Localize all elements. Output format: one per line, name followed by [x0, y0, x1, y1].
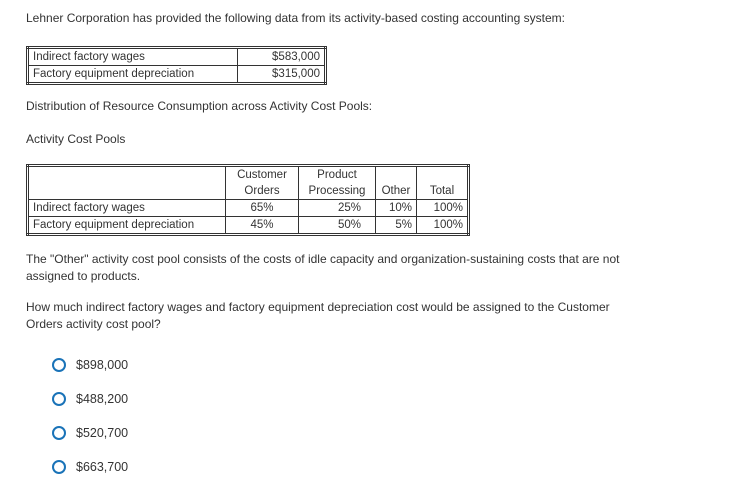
- table-row: [28, 217, 469, 235]
- row-label: Indirect factory wages: [28, 200, 226, 217]
- answer-option-3[interactable]: [52, 423, 128, 443]
- header-line: Total: [429, 185, 455, 197]
- header-blank: [28, 166, 226, 200]
- question-text: How much indirect factory wages and factory equipment depreciation cost would be assigned to the Customer Orders activity cost pool?: [26, 300, 610, 331]
- cell-value: 50%: [299, 217, 376, 235]
- cost-value: $315,000: [238, 66, 326, 84]
- answer-option-2[interactable]: [52, 389, 128, 409]
- intro-text: Lehner Corporation has provided the following data from its activity-based costing accounting system:: [26, 11, 565, 25]
- header-other: [376, 166, 417, 200]
- cell-value: 5%: [376, 217, 417, 235]
- header-line: Other: [381, 185, 411, 197]
- other-note: The "Other" activity cost pool consists of the costs of idle capacity and organization-sustaining costs that are not assigned to products.: [26, 252, 620, 283]
- option-label: $520,700: [76, 426, 129, 440]
- cell-value: 45%: [226, 217, 299, 235]
- header-customer-orders: [226, 166, 299, 200]
- option-label: $663,700: [76, 460, 129, 474]
- answer-option-1[interactable]: [52, 355, 128, 375]
- cell-value: 65%: [226, 200, 299, 217]
- table-row: [28, 200, 469, 217]
- cell-value: 10%: [376, 200, 417, 217]
- cost-label: Indirect factory wages: [28, 48, 238, 66]
- distribution-heading: Distribution of Resource Consumption across Activity Cost Pools:: [26, 99, 373, 113]
- pools-heading: Activity Cost Pools: [26, 132, 126, 146]
- table-row: [28, 48, 326, 66]
- header-line: Processing: [308, 185, 366, 197]
- cell-value: 25%: [299, 200, 376, 217]
- header-line: Product: [317, 169, 357, 181]
- header-line: Customer: [237, 169, 287, 181]
- cost-table: [26, 46, 327, 85]
- radio-circle-icon[interactable]: [52, 460, 66, 474]
- cell-value: 100%: [417, 200, 469, 217]
- cost-value: $583,000: [238, 48, 326, 66]
- distribution-table: [26, 164, 470, 236]
- table-row: [28, 66, 326, 84]
- radio-circle-icon[interactable]: [52, 392, 66, 406]
- header-line: Orders: [244, 185, 280, 197]
- option-label: $898,000: [76, 358, 129, 372]
- header-total: [417, 166, 469, 200]
- cell-value: 100%: [417, 217, 469, 235]
- row-label: Factory equipment depreciation: [28, 217, 226, 235]
- table-header-row: [28, 166, 469, 200]
- radio-circle-icon[interactable]: [52, 426, 66, 440]
- answer-option-4[interactable]: [52, 457, 128, 477]
- option-label: $488,200: [76, 392, 129, 406]
- radio-circle-icon[interactable]: [52, 358, 66, 372]
- header-product-processing: [299, 166, 376, 200]
- cost-label: Factory equipment depreciation: [28, 66, 238, 84]
